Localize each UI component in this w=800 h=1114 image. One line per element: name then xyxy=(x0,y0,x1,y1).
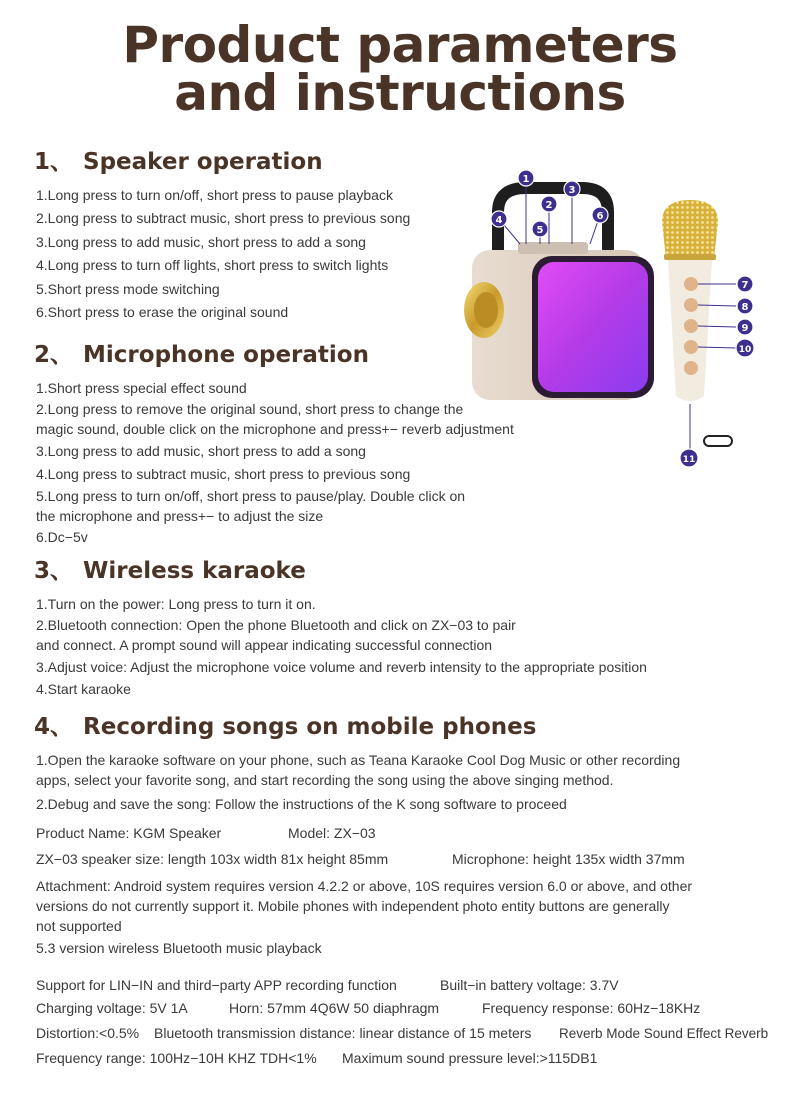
spec-horn: Horn: 57mm 4Q6W 50 diaphragm xyxy=(229,1000,440,1016)
instruction-line: 6.Dc−5v xyxy=(36,529,88,545)
instruction-line: 1.Short press special effect sound xyxy=(36,380,247,396)
mic-button xyxy=(684,298,698,312)
section-title: Recording songs on mobile phones xyxy=(83,714,537,740)
instruction-line: 5.Long press to turn on/off, short press to pause/play. Double click on xyxy=(36,488,466,504)
spec-support: Support for LIN−IN and third−party APP recording function xyxy=(36,977,397,993)
section-heading-recording xyxy=(34,713,536,741)
instruction-line: 6.Short press to erase the original sound xyxy=(36,304,289,320)
instruction-line: 4.Long press to subtract music, short press to previous song xyxy=(36,466,411,482)
spec-charging: Charging voltage: 5V 1A xyxy=(36,1000,188,1016)
section-heading-wireless xyxy=(34,557,306,585)
speaker-top-buttons xyxy=(518,242,588,254)
callout-6: 6 xyxy=(596,211,604,222)
page-title-line-1: Product parameters xyxy=(122,16,678,74)
section-number: 1、 xyxy=(34,149,74,175)
spec-attachment-line: versions do not currently support it. Mobile phones with independent photo entity buttons are generally xyxy=(36,898,670,914)
instruction-line: 3.Long press to add music, short press to add a song xyxy=(36,234,366,250)
instruction-line: 3.Adjust voice: Adjust the microphone voice volume and reverb intensity to the appropriate position xyxy=(36,659,647,675)
spec-speaker-size: ZX−03 speaker size: length 103x width 81x height 85mm xyxy=(36,851,389,867)
speaker-and-microphone-image xyxy=(440,160,780,480)
callout-4: 4 xyxy=(495,215,503,226)
instruction-line: and connect. A prompt sound will appear indicating successful connection xyxy=(36,637,493,653)
page-title-line-2: and instructions xyxy=(174,64,626,122)
spec-frequency-range: Frequency range: 100Hz−10H KHZ TDH<1% xyxy=(36,1050,317,1066)
spec-max-spl: Maximum sound pressure level:>115DB1 xyxy=(342,1050,598,1066)
section-heading-speaker xyxy=(34,148,323,176)
instruction-line: 2.Debug and save the song: Follow the instructions of the K song software to proceed xyxy=(36,796,567,812)
spec-mic-size: Microphone: height 135x width 37mm xyxy=(452,851,685,867)
spec-distortion: Distortion:<0.5% xyxy=(36,1025,140,1041)
spec-product-name: Product Name: KGM Speaker xyxy=(36,825,222,841)
spec-bt-distance: Bluetooth transmission distance: linear distance of 15 meters xyxy=(154,1025,532,1041)
instruction-line: 4.Start karaoke xyxy=(36,681,131,697)
section-number: 3、 xyxy=(34,558,74,584)
usb-c-port-icon xyxy=(704,436,732,446)
callout-8: 8 xyxy=(741,302,749,313)
mic-button xyxy=(684,277,698,291)
callout-9: 9 xyxy=(741,323,749,334)
spec-bluetooth-version: 5.3 version wireless Bluetooth music playback xyxy=(36,940,322,956)
section-heading-microphone xyxy=(34,341,369,369)
callout-1: 1 xyxy=(522,174,530,185)
mic-button xyxy=(684,340,698,354)
instruction-line: 2.Bluetooth connection: Open the phone Bluetooth and click on ZX−03 to pair xyxy=(36,617,516,633)
callout-2: 2 xyxy=(545,200,553,211)
section-title: Microphone operation xyxy=(83,342,369,368)
instruction-line: 3.Long press to add music, short press to add a song xyxy=(36,443,366,459)
instruction-line: 2.Long press to remove the original sound, short press to change the xyxy=(36,401,464,417)
instruction-line: 4.Long press to turn off lights, short press to switch lights xyxy=(36,257,389,273)
mic-button xyxy=(684,361,698,375)
section-title: Speaker operation xyxy=(83,149,323,175)
mic-button xyxy=(684,319,698,333)
callout-5: 5 xyxy=(536,225,544,236)
callout-10: 10 xyxy=(738,345,752,355)
instruction-line: 1.Open the karaoke software on your phone, such as Teana Karaoke Cool Dog Music or other recording xyxy=(36,752,681,768)
product-illustration xyxy=(440,160,780,480)
spec-attachment-line: Attachment: Android system requires version 4.2.2 or above, 10S requires version 6.0 or above, and other xyxy=(36,878,693,894)
instruction-line: 2.Long press to subtract music, short press to previous song xyxy=(36,210,411,226)
spec-reverb: Reverb Mode Sound Effect Reverb xyxy=(559,1026,769,1041)
spec-battery: Built−in battery voltage: 3.7V xyxy=(440,977,619,993)
section-number: 2、 xyxy=(34,342,74,368)
microphone-head xyxy=(662,200,718,258)
spec-frequency-response: Frequency response: 60Hz−18KHz xyxy=(482,1000,701,1016)
instruction-line: 5.Short press mode switching xyxy=(36,281,220,297)
instruction-line: apps, select your favorite song, and start recording the song using the above singing method. xyxy=(36,772,614,788)
instruction-line: magic sound, double click on the microphone and press+− reverb adjustment xyxy=(36,421,514,437)
spec-model: Model: ZX−03 xyxy=(288,825,376,841)
callout-11: 11 xyxy=(682,455,696,465)
spec-attachment-line: not supported xyxy=(36,918,122,934)
callout-3: 3 xyxy=(568,185,576,196)
section-number: 4、 xyxy=(34,714,74,740)
instruction-line: the microphone and press+− to adjust the size xyxy=(36,508,324,524)
instruction-line: 1.Turn on the power: Long press to turn it on. xyxy=(36,596,316,612)
section-title: Wireless karaoke xyxy=(83,558,306,584)
instruction-line: 1.Long press to turn on/off, short press to pause playback xyxy=(36,187,393,203)
callout-7: 7 xyxy=(741,280,749,291)
